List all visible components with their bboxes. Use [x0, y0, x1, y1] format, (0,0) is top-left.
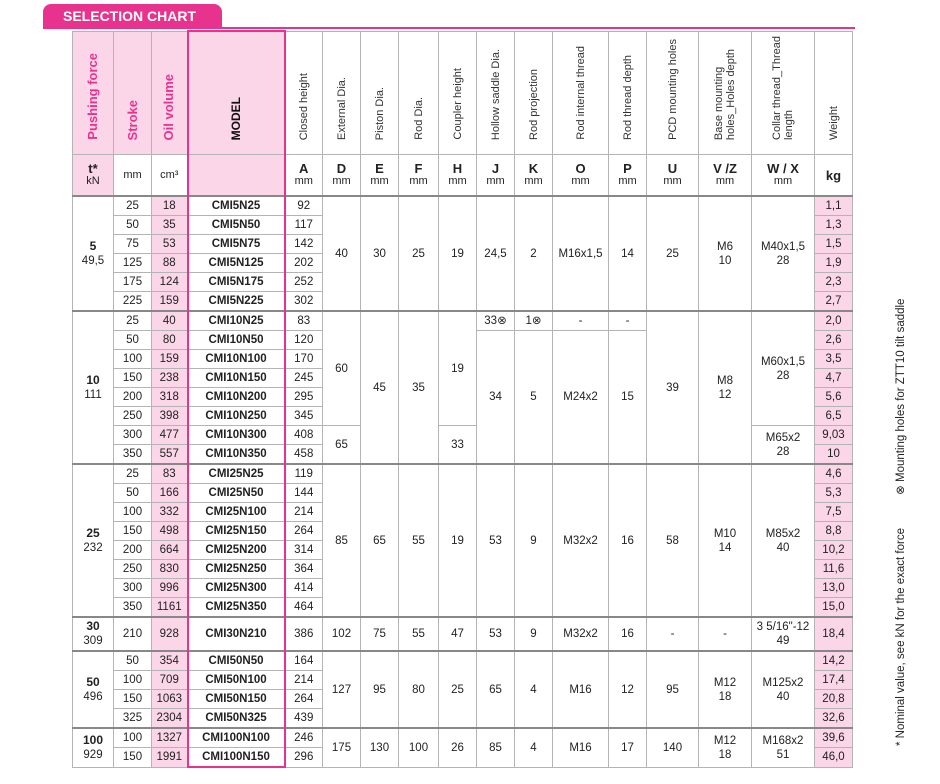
closed-height-cell: 245 [285, 369, 323, 388]
oil-cell: 398 [152, 407, 188, 426]
oil-cell: 40 [152, 311, 188, 331]
value-J: 34 [477, 331, 515, 465]
weight-cell: 2,0 [815, 311, 853, 331]
unit-E: E mm [361, 155, 399, 197]
unit-D: D mm [323, 155, 361, 197]
model-cell: CMI10N100 [188, 350, 285, 369]
weight-cell: 18,4 [815, 617, 853, 651]
oil-cell: 159 [152, 350, 188, 369]
unit-J: J mm [477, 155, 515, 197]
weight-cell: 1,1 [815, 196, 853, 216]
unit-force: t* kN [73, 155, 114, 197]
model-cell: CMI5N175 [188, 273, 285, 292]
model-cell: CMI5N125 [188, 254, 285, 273]
force-50: 50 496 [73, 651, 114, 728]
value-H: 26 [439, 728, 477, 767]
oil-cell: 238 [152, 369, 188, 388]
stroke-cell: 100 [114, 728, 152, 748]
header-A: Closed height [285, 31, 323, 155]
value-K: 9 [515, 617, 553, 651]
force-5: 5 49,5 [73, 196, 114, 311]
value-J-tilt: 33⊗ [477, 311, 515, 331]
stroke-cell: 175 [114, 273, 152, 292]
weight-cell: 9,03 [815, 426, 853, 445]
oil-cell: 1991 [152, 748, 188, 768]
oil-cell: 1161 [152, 598, 188, 618]
model-cell: CMI10N350 [188, 445, 285, 465]
weight-cell: 20,8 [815, 690, 853, 709]
value-E: 75 [361, 617, 399, 651]
value-U: - [647, 617, 699, 651]
value-H: 19 [439, 311, 477, 426]
value-E: 65 [361, 464, 399, 617]
value-K: 2 [515, 196, 553, 311]
force-10: 10 111 [73, 311, 114, 464]
oil-cell: 35 [152, 216, 188, 235]
weight-cell: 46,0 [815, 748, 853, 768]
value-J: 65 [477, 651, 515, 728]
header-oil: Oil volume [152, 31, 188, 155]
nominal-note: * Nominal value, see kN for the exact force [895, 528, 907, 746]
force-25: 25 232 [73, 464, 114, 617]
closed-height-cell: 295 [285, 388, 323, 407]
unit-U: U mm [647, 155, 699, 197]
closed-height-cell: 264 [285, 522, 323, 541]
header-force: Pushing force [73, 31, 114, 155]
oil-cell: 80 [152, 331, 188, 350]
closed-height-cell: 364 [285, 560, 323, 579]
value-WX: 3 5/16"-12 49 [752, 617, 815, 651]
weight-cell: 8,8 [815, 522, 853, 541]
side-notes [869, 258, 919, 758]
value-P: 16 [609, 464, 647, 617]
value-F: 25 [399, 196, 439, 311]
value-WX: M168x2 51 [752, 728, 815, 767]
model-cell: CMI25N350 [188, 598, 285, 618]
stroke-cell: 350 [114, 598, 152, 618]
stroke-cell: 100 [114, 671, 152, 690]
stroke-cell: 210 [114, 617, 152, 651]
value-F: 80 [399, 651, 439, 728]
unit-weight: kg [815, 155, 853, 197]
stroke-cell: 300 [114, 426, 152, 445]
selection-chart-table [72, 30, 853, 768]
weight-cell: 32,6 [815, 709, 853, 729]
weight-cell: 17,4 [815, 671, 853, 690]
closed-height-cell: 408 [285, 426, 323, 445]
value-J: 53 [477, 617, 515, 651]
header-H: Coupler height [439, 31, 477, 155]
oil-cell: 830 [152, 560, 188, 579]
model-cell: CMI25N100 [188, 503, 285, 522]
weight-cell: 1,9 [815, 254, 853, 273]
value-K-tilt: 1⊗ [515, 311, 553, 331]
closed-height-cell: 314 [285, 541, 323, 560]
closed-height-cell: 302 [285, 292, 323, 312]
stroke-cell: 325 [114, 709, 152, 729]
closed-height-cell: 246 [285, 728, 323, 748]
value-O: M32x2 [553, 464, 609, 617]
stroke-cell: 350 [114, 445, 152, 465]
unit-P: P mm [609, 155, 647, 197]
oil-cell: 124 [152, 273, 188, 292]
stroke-cell: 100 [114, 350, 152, 369]
header-K: Rod projection [515, 31, 553, 155]
value-F: 55 [399, 617, 439, 651]
closed-height-cell: 119 [285, 464, 323, 484]
closed-height-cell: 439 [285, 709, 323, 729]
stroke-cell: 75 [114, 235, 152, 254]
table-row [73, 617, 853, 651]
oil-cell: 318 [152, 388, 188, 407]
header-O: Rod internal thread [553, 31, 609, 155]
value-O-tilt: - [553, 311, 609, 331]
weight-cell: 14,2 [815, 651, 853, 671]
closed-height-cell: 117 [285, 216, 323, 235]
value-H: 19 [439, 196, 477, 311]
model-cell: CMI50N50 [188, 651, 285, 671]
weight-cell: 1,3 [815, 216, 853, 235]
value-J: 24,5 [477, 196, 515, 311]
table-row [73, 311, 853, 331]
model-cell: CMI5N225 [188, 292, 285, 312]
closed-height-cell: 164 [285, 651, 323, 671]
closed-height-cell: 264 [285, 690, 323, 709]
model-cell: CMI25N300 [188, 579, 285, 598]
model-cell: CMI25N25 [188, 464, 285, 484]
value-U: 58 [647, 464, 699, 617]
oil-cell: 498 [152, 522, 188, 541]
weight-cell: 11,6 [815, 560, 853, 579]
unit-K: K mm [515, 155, 553, 197]
oil-cell: 166 [152, 484, 188, 503]
value-D: 60 [323, 311, 361, 426]
oil-cell: 1063 [152, 690, 188, 709]
value-P: 17 [609, 728, 647, 767]
value-H: 47 [439, 617, 477, 651]
unit-VZ: V /Z mm [699, 155, 752, 197]
header-U: PCD mounting holes [647, 31, 699, 155]
weight-cell: 13,0 [815, 579, 853, 598]
stroke-cell: 300 [114, 579, 152, 598]
stroke-cell: 100 [114, 503, 152, 522]
model-cell: CMI30N210 [188, 617, 285, 651]
stroke-cell: 25 [114, 311, 152, 331]
value-F: 55 [399, 464, 439, 617]
model-cell: CMI10N25 [188, 311, 285, 331]
model-cell: CMI25N250 [188, 560, 285, 579]
tab-underline [43, 27, 855, 29]
header-VZ: Base mounting holes_Holes depth [699, 31, 752, 155]
weight-cell: 4,6 [815, 464, 853, 484]
stroke-cell: 50 [114, 216, 152, 235]
force-30: 30 309 [73, 617, 114, 651]
stroke-cell: 150 [114, 522, 152, 541]
header-J: Hollow saddle Dia. [477, 31, 515, 155]
value-U: 25 [647, 196, 699, 311]
closed-height-cell: 120 [285, 331, 323, 350]
stroke-cell: 50 [114, 484, 152, 503]
value-E: 30 [361, 196, 399, 311]
stroke-cell: 150 [114, 690, 152, 709]
value-WX: M60x1,5 28 [752, 311, 815, 426]
unit-A: A mm [285, 155, 323, 197]
stroke-cell: 25 [114, 464, 152, 484]
model-cell: CMI25N50 [188, 484, 285, 503]
value-P: 12 [609, 651, 647, 728]
closed-height-cell: 345 [285, 407, 323, 426]
oil-cell: 354 [152, 651, 188, 671]
header-P: Rod thread depth [609, 31, 647, 155]
value-K: 5 [515, 331, 553, 465]
value-VZ: M12 18 [699, 651, 752, 728]
value-D: 65 [323, 426, 361, 465]
value-WX: M65x2 28 [752, 426, 815, 465]
weight-cell: 5,6 [815, 388, 853, 407]
header-WX: Collar thread_Thread length [752, 31, 815, 155]
model-cell: CMI5N75 [188, 235, 285, 254]
model-cell: CMI5N50 [188, 216, 285, 235]
oil-cell: 83 [152, 464, 188, 484]
value-P: 14 [609, 196, 647, 311]
weight-cell: 4,7 [815, 369, 853, 388]
weight-cell: 6,5 [815, 407, 853, 426]
unit-WX: W / X mm [752, 155, 815, 197]
value-D: 85 [323, 464, 361, 617]
closed-height-cell: 458 [285, 445, 323, 465]
oil-cell: 1327 [152, 728, 188, 748]
value-D: 127 [323, 651, 361, 728]
table-row [73, 728, 853, 748]
units-row [73, 155, 853, 197]
value-VZ: M12 18 [699, 728, 752, 767]
oil-cell: 928 [152, 617, 188, 651]
value-E: 130 [361, 728, 399, 767]
value-O: M16 [553, 728, 609, 767]
oil-cell: 709 [152, 671, 188, 690]
value-K: 4 [515, 651, 553, 728]
value-J: 53 [477, 464, 515, 617]
oil-cell: 557 [152, 445, 188, 465]
selection-chart-tab: SELECTION CHART [43, 4, 222, 28]
oil-cell: 159 [152, 292, 188, 312]
oil-cell: 18 [152, 196, 188, 216]
model-cell: CMI50N325 [188, 709, 285, 729]
unit-stroke: mm [114, 155, 152, 197]
model-cell: CMI50N150 [188, 690, 285, 709]
closed-height-cell: 386 [285, 617, 323, 651]
value-WX: M125x2 40 [752, 651, 815, 728]
value-D: 175 [323, 728, 361, 767]
header-F: Rod Dia. [399, 31, 439, 155]
stroke-cell: 200 [114, 388, 152, 407]
stroke-cell: 250 [114, 407, 152, 426]
closed-height-cell: 83 [285, 311, 323, 331]
weight-cell: 39,6 [815, 728, 853, 748]
unit-F: F mm [399, 155, 439, 197]
unit-model [188, 155, 285, 197]
oil-cell: 88 [152, 254, 188, 273]
value-D: 40 [323, 196, 361, 311]
value-U: 140 [647, 728, 699, 767]
value-O: M16 [553, 651, 609, 728]
weight-cell: 15,0 [815, 598, 853, 618]
oil-cell: 332 [152, 503, 188, 522]
model-cell: CMI100N100 [188, 728, 285, 748]
oil-cell: 996 [152, 579, 188, 598]
value-WX: M85x2 40 [752, 464, 815, 617]
stroke-cell: 25 [114, 196, 152, 216]
oil-cell: 664 [152, 541, 188, 560]
value-H: 19 [439, 464, 477, 617]
value-P-tilt: - [609, 311, 647, 331]
stroke-cell: 150 [114, 369, 152, 388]
model-cell: CMI50N100 [188, 671, 285, 690]
table-row [73, 464, 853, 484]
value-K: 4 [515, 728, 553, 767]
weight-cell: 3,5 [815, 350, 853, 369]
model-cell: CMI10N150 [188, 369, 285, 388]
unit-O: O mm [553, 155, 609, 197]
unit-oil: cm³ [152, 155, 188, 197]
stroke-cell: 150 [114, 748, 152, 768]
value-H: 25 [439, 651, 477, 728]
value-E: 95 [361, 651, 399, 728]
oil-cell: 477 [152, 426, 188, 445]
value-F: 100 [399, 728, 439, 767]
header-E: Piston Dia. [361, 31, 399, 155]
model-cell: CMI10N200 [188, 388, 285, 407]
stroke-cell: 50 [114, 651, 152, 671]
closed-height-cell: 414 [285, 579, 323, 598]
weight-cell: 10,2 [815, 541, 853, 560]
value-P: 15 [609, 331, 647, 465]
header-model: MODEL [188, 31, 285, 155]
header-row [73, 31, 853, 155]
oil-cell: 53 [152, 235, 188, 254]
closed-height-cell: 214 [285, 503, 323, 522]
table-row [73, 196, 853, 216]
oil-cell: 2304 [152, 709, 188, 729]
weight-cell: 10 [815, 445, 853, 465]
header-D: External Dia. [323, 31, 361, 155]
weight-cell: 2,7 [815, 292, 853, 312]
stroke-cell: 50 [114, 331, 152, 350]
value-O: M16x1,5 [553, 196, 609, 311]
table-row [73, 651, 853, 671]
value-E: 45 [361, 311, 399, 464]
weight-cell: 2,3 [815, 273, 853, 292]
value-F: 35 [399, 311, 439, 464]
value-P: 16 [609, 617, 647, 651]
closed-height-cell: 92 [285, 196, 323, 216]
closed-height-cell: 214 [285, 671, 323, 690]
closed-height-cell: 142 [285, 235, 323, 254]
model-cell: CMI10N250 [188, 407, 285, 426]
closed-height-cell: 464 [285, 598, 323, 618]
model-cell: CMI10N300 [188, 426, 285, 445]
value-U: 95 [647, 651, 699, 728]
model-cell: CMI100N150 [188, 748, 285, 768]
value-VZ: - [699, 617, 752, 651]
force-100: 100 929 [73, 728, 114, 767]
stroke-cell: 225 [114, 292, 152, 312]
mounting-note: ⊗ Mounting holes for ZTT10 tilt saddle [895, 298, 907, 495]
stroke-cell: 125 [114, 254, 152, 273]
value-WX: M40x1,5 28 [752, 196, 815, 311]
value-O: M32x2 [553, 617, 609, 651]
model-cell: CMI5N25 [188, 196, 285, 216]
value-U: 39 [647, 311, 699, 464]
weight-cell: 2,6 [815, 331, 853, 350]
weight-cell: 7,5 [815, 503, 853, 522]
value-K: 9 [515, 464, 553, 617]
value-D: 102 [323, 617, 361, 651]
model-cell: CMI25N200 [188, 541, 285, 560]
value-O: M24x2 [553, 331, 609, 465]
closed-height-cell: 252 [285, 273, 323, 292]
value-J: 85 [477, 728, 515, 767]
closed-height-cell: 202 [285, 254, 323, 273]
header-stroke: Stroke [114, 31, 152, 155]
closed-height-cell: 170 [285, 350, 323, 369]
header-weight: Weight [815, 31, 853, 155]
closed-height-cell: 144 [285, 484, 323, 503]
weight-cell: 1,5 [815, 235, 853, 254]
weight-cell: 5,3 [815, 484, 853, 503]
stroke-cell: 250 [114, 560, 152, 579]
value-H: 33 [439, 426, 477, 465]
model-cell: CMI10N50 [188, 331, 285, 350]
value-VZ: M10 14 [699, 464, 752, 617]
closed-height-cell: 296 [285, 748, 323, 768]
value-VZ: M6 10 [699, 196, 752, 311]
unit-H: H mm [439, 155, 477, 197]
value-VZ: M8 12 [699, 311, 752, 464]
stroke-cell: 200 [114, 541, 152, 560]
model-cell: CMI25N150 [188, 522, 285, 541]
